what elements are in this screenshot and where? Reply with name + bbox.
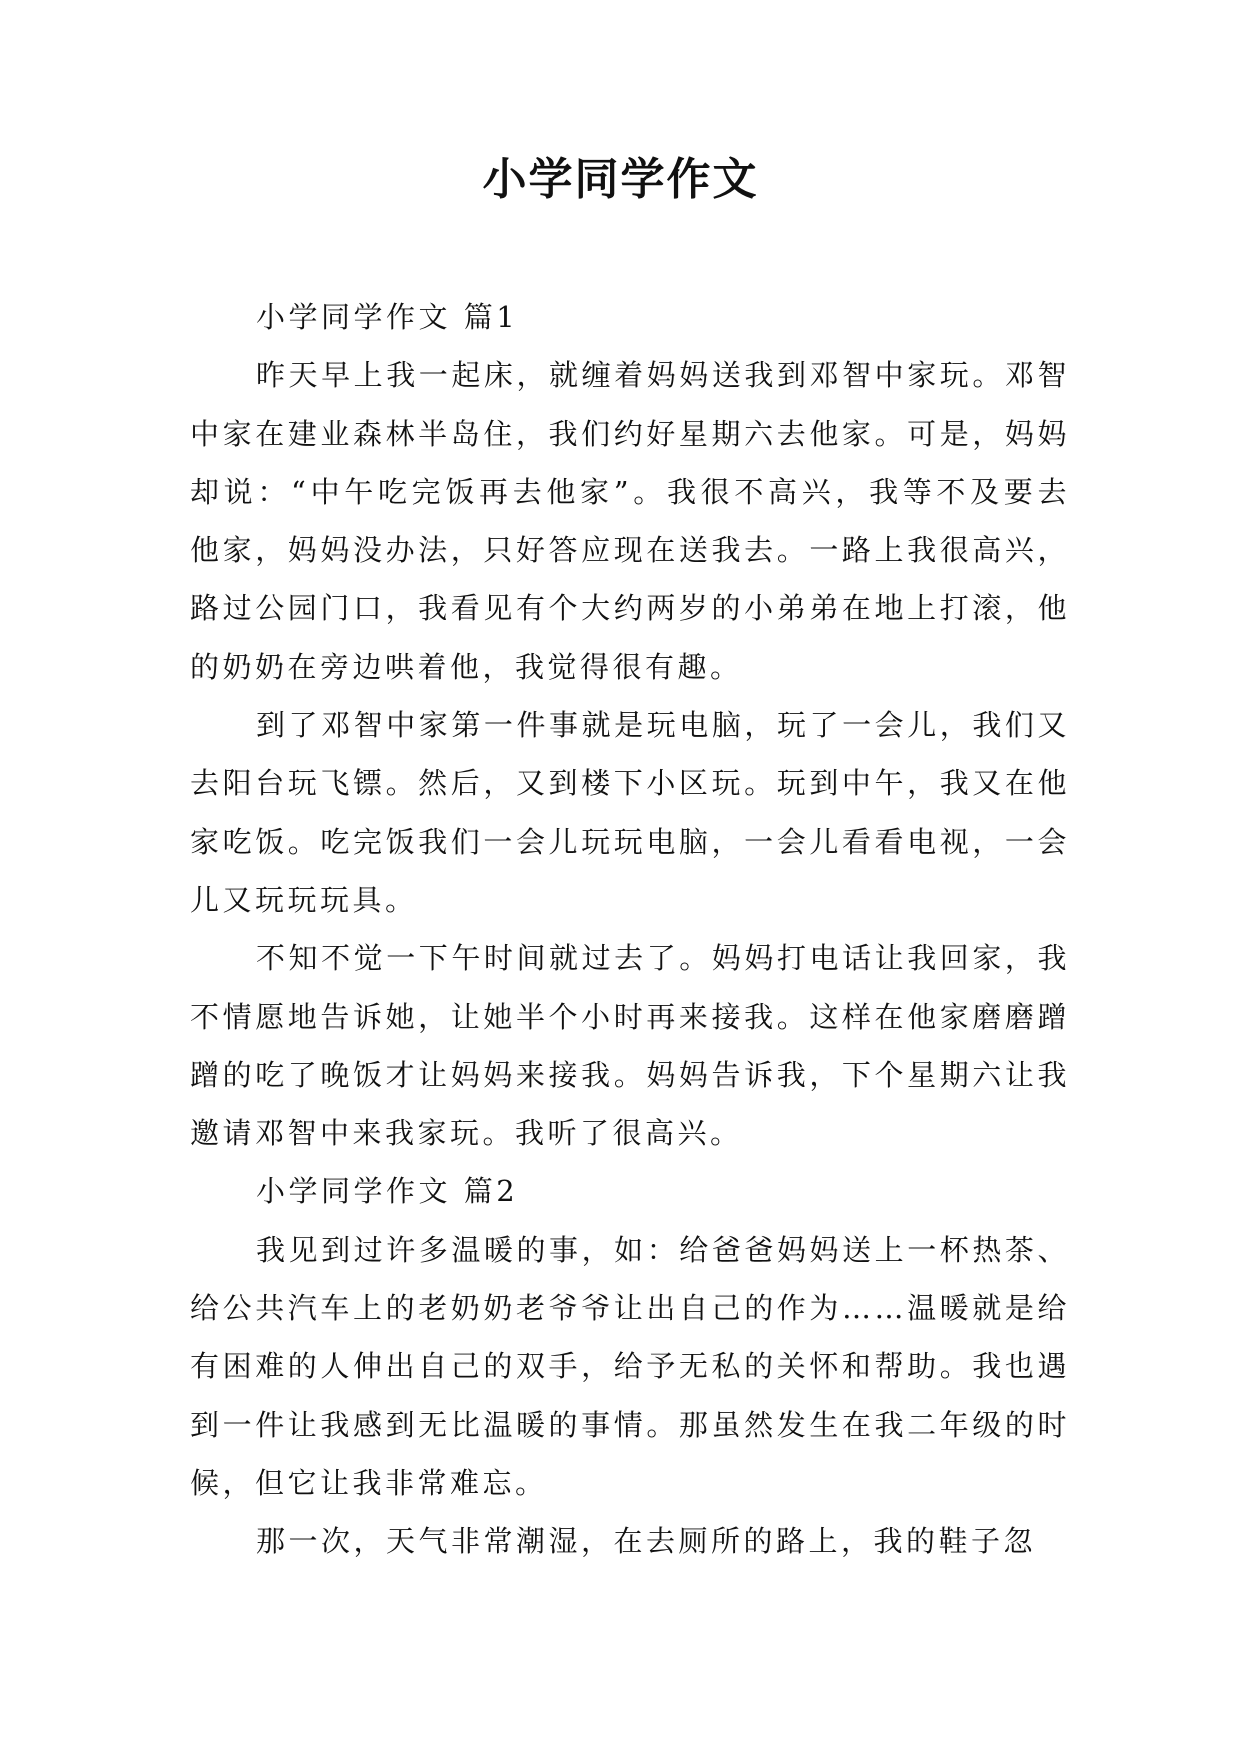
paragraph: 到了邓智中家第一件事就是玩电脑，玩了一会儿，我们又去阳台玩飞镖。然后，又到楼下小区玩。玩到中午，我又在他家吃饭。吃完饭我们一会儿玩玩电脑，一会儿看看电视，一会儿又玩玩玩具。 bbox=[190, 708, 1070, 917]
paragraph: 我见到过许多温暖的事，如：给爸爸妈妈送上一杯热茶、给公共汽车上的老奶奶老爷爷让出自己的作为……温暖就是给有困难的人伸出自己的双手，给予无私的关怀和帮助。我也遇到一件让我感到无比温暖的事情。那虽然发生在我二年级的时候，但它让我非常难忘。 bbox=[190, 1232, 1070, 1500]
paragraph: 不知不觉一下午时间就过去了。妈妈打电话让我回家，我不情愿地告诉她，让她半个小时再来接我。这样在他家磨磨蹭蹭的吃了晚饭才让妈妈来接我。妈妈告诉我，下个星期六让我邀请邓智中来我家玩。我听了很高兴。 bbox=[190, 941, 1070, 1151]
paragraph: 昨天早上我一起床，就缠着妈妈送我到邓智中家玩。邓智中家在建业森林半岛住，我们约好星期六去他家。可是，妈妈却说：“中午吃完饭再去他家”。我很不高兴，我等不及要去他家，妈妈没办法，只好答应现在送我去。一路上我很高兴，路过公园门口，我看见有个大约两岁的小弟弟在地上打滚，他的奶奶在旁边哄着他，我觉得很有趣。 bbox=[190, 358, 1070, 684]
section-heading-1: 小学同学作文 篇1 bbox=[256, 300, 519, 334]
section-heading-2: 小学同学作文 篇2 bbox=[256, 1174, 519, 1209]
document-title: 小学同学作文 bbox=[482, 154, 759, 205]
document-body bbox=[190, 288, 1070, 1571]
paragraph: 那一次，天气非常潮湿，在去厕所的路上，我的鞋子忽 bbox=[256, 1524, 1037, 1559]
